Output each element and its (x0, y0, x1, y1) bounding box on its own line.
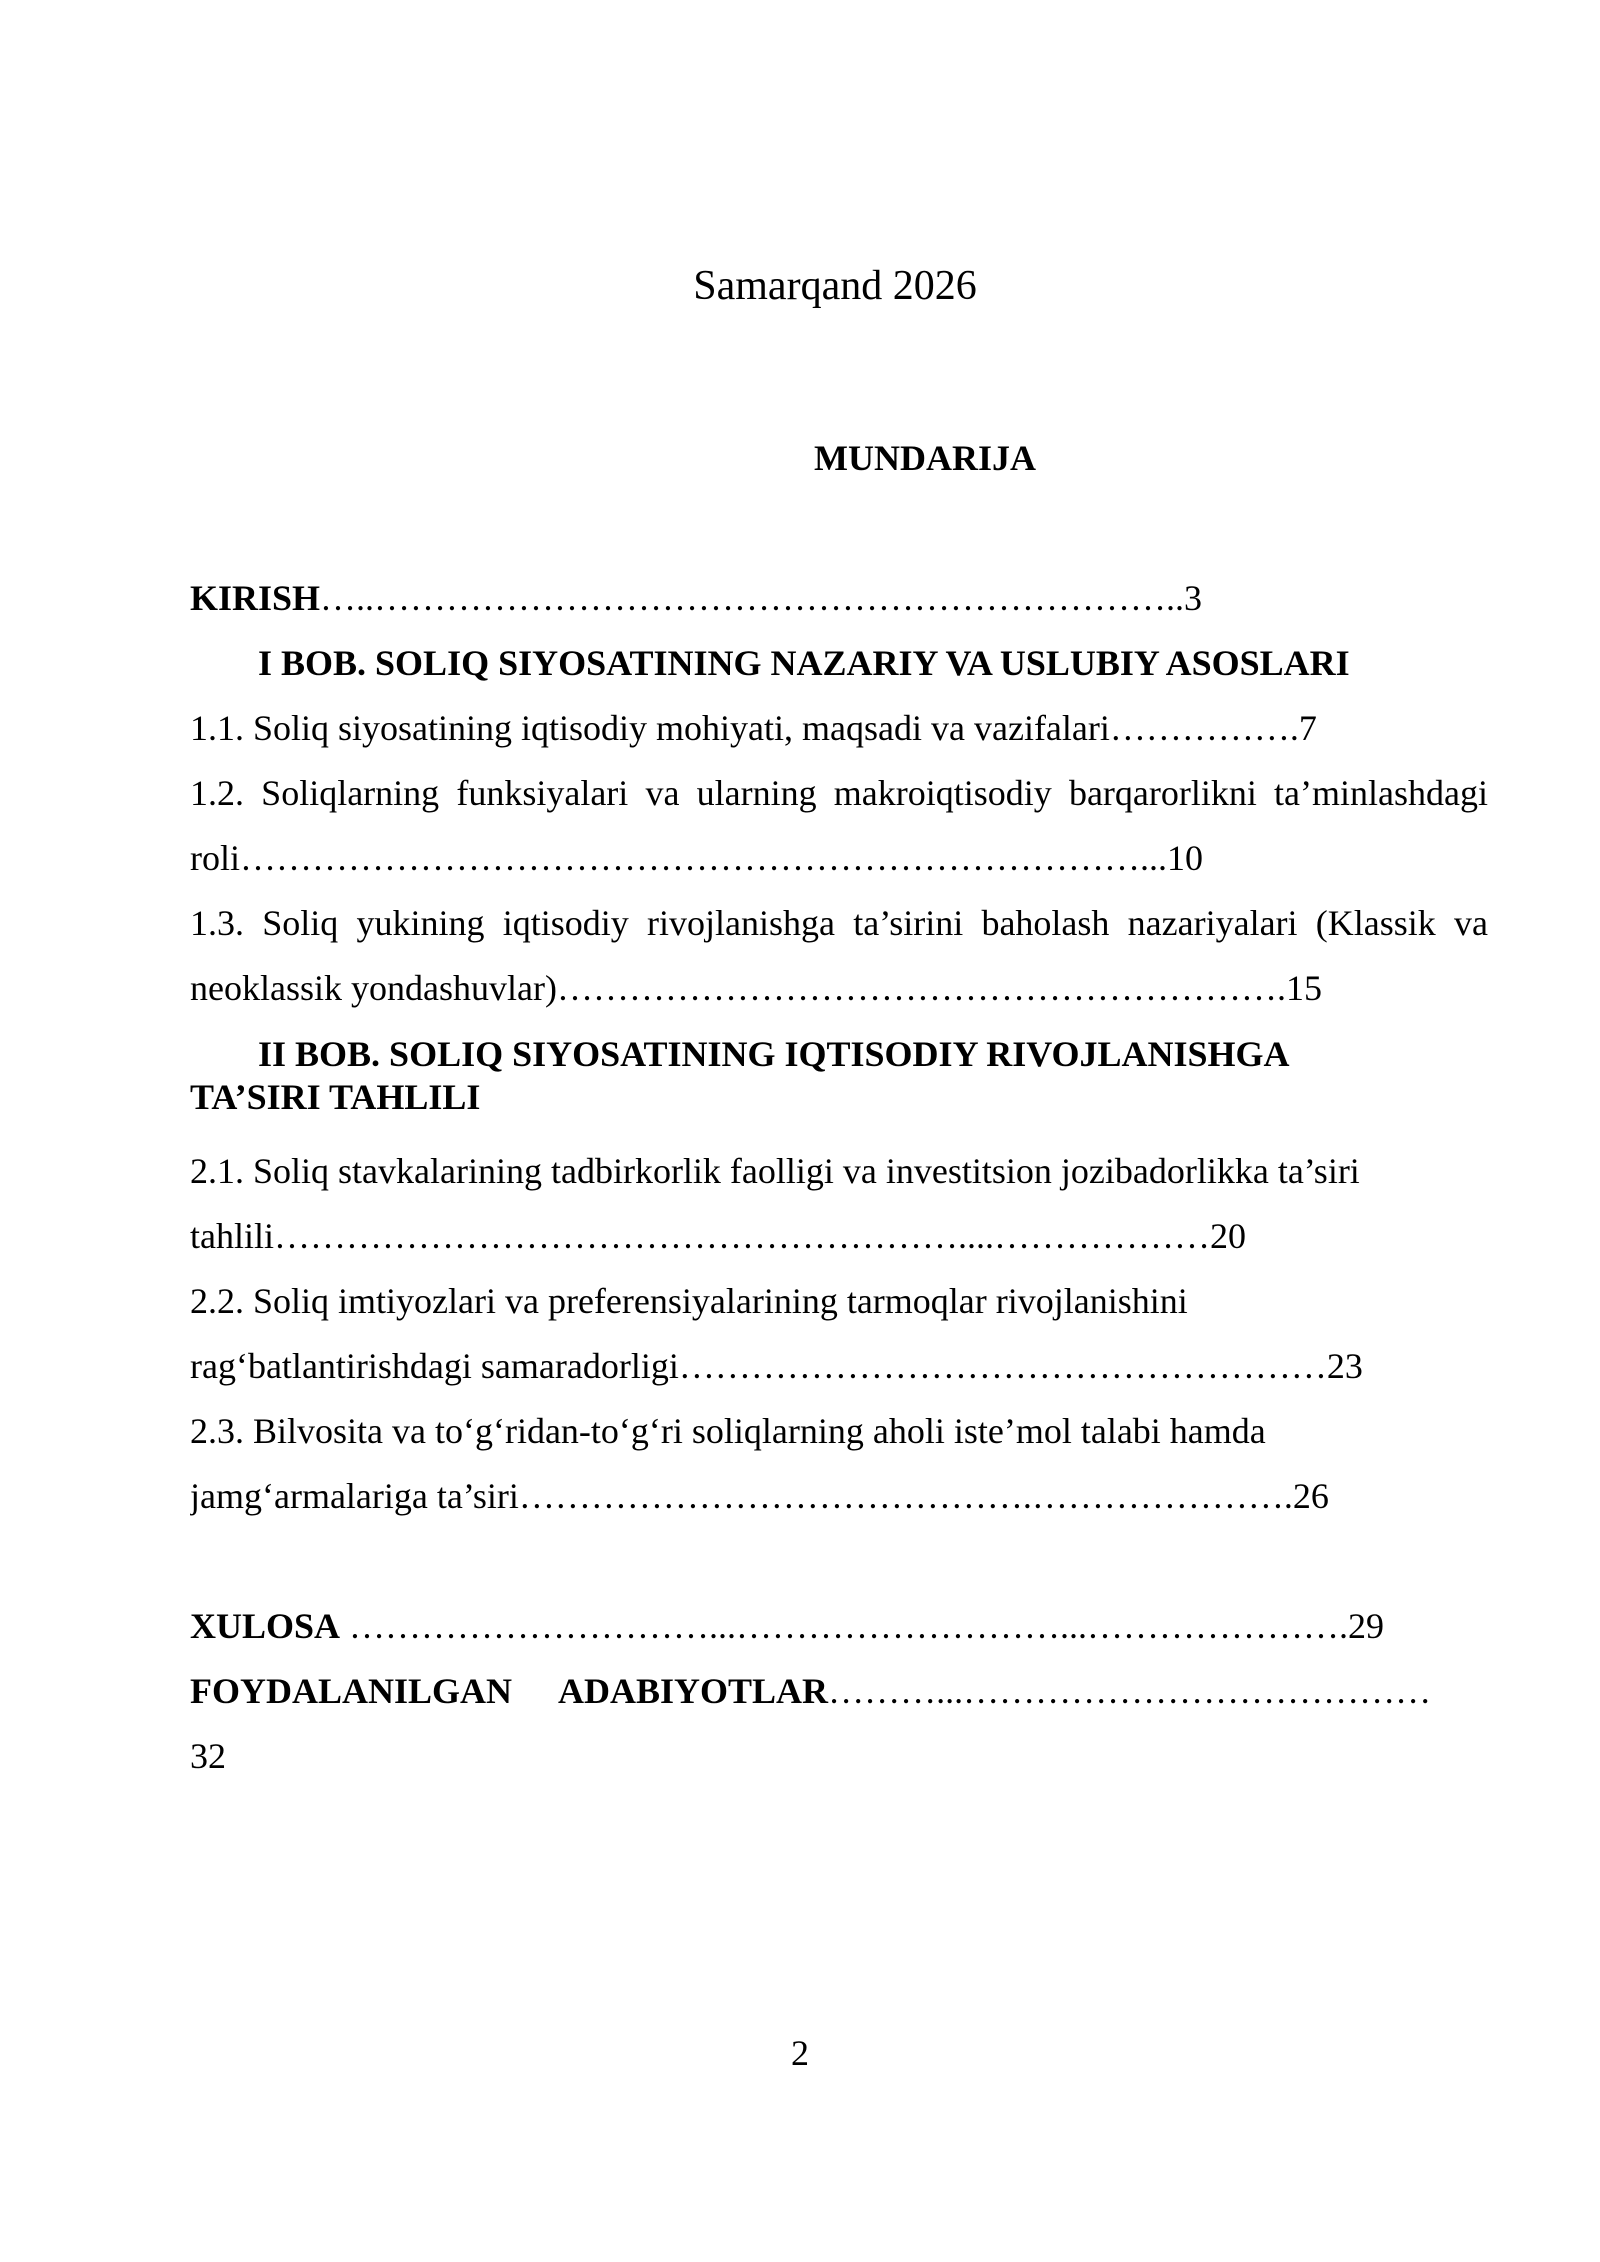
toc-entry-1-2-line1[interactable]: 1.2. Soliqlarning funksiyalari va ularning makroiqtisodiy barqarorlikni ta’minlashdagi (190, 773, 1488, 813)
toc-leader-dots: ………...………………………………… (828, 1671, 1432, 1711)
toc-leader-dots: …………………………………….…………………. (518, 1476, 1293, 1516)
toc-entry-1-1[interactable] (190, 696, 1488, 761)
toc-page-number: 3 (1184, 578, 1203, 618)
toc-page-number: 10 (1167, 838, 1203, 878)
toc-page-number: 7 (1298, 708, 1317, 748)
toc-entry-2-3-line1[interactable]: 2.3. Bilvosita va to‘g‘ridan-to‘g‘ri soliqlarning aholi iste’mol talabi hamda (190, 1411, 1266, 1451)
toc-leader-dots: ……………. (1109, 708, 1299, 748)
toc-chapter-2-heading[interactable] (190, 1021, 1488, 1139)
table-of-contents (190, 566, 1488, 1789)
toc-leader-dots: …………………………………………………………………... (240, 838, 1167, 878)
toc-entry-2-3-line2[interactable] (190, 1464, 1488, 1529)
toc-entry-intro[interactable] (190, 566, 1488, 631)
toc-spacer (190, 1529, 1488, 1594)
toc-page-number: 20 (1210, 1216, 1246, 1256)
toc-leader-dots: ……………………………………………………. (556, 968, 1286, 1008)
toc-chapter-2-line1: II BOB. SOLIQ SIYOSATINING IQTISODIY RIVOJLANISHGA (258, 1034, 1290, 1074)
toc-entry-text: jamg‘armalariga ta’siri (190, 1476, 519, 1516)
toc-entry-text: neoklassik yondashuvlar) (190, 968, 557, 1008)
toc-page-number: 29 (1348, 1606, 1385, 1646)
toc-entry-label: XULOSA (190, 1606, 341, 1646)
toc-entry-2-1-line1[interactable]: 2.1. Soliq stavkalarining tadbirkorlik faolligi va investitsion jozibadorlikka ta’siri (190, 1151, 1360, 1191)
toc-leader-dots: …………………………...………………………...…………………. (340, 1606, 1349, 1646)
toc-entry-1-3-line2[interactable] (190, 956, 1488, 1021)
toc-entry-2-1-line2[interactable] (190, 1204, 1488, 1269)
toc-entry-text: roli (190, 838, 240, 878)
toc-page-number: 15 (1285, 968, 1322, 1008)
toc-page-number: 26 (1292, 1476, 1329, 1516)
toc-leader-dots: …..………………………………………………………….. (320, 578, 1185, 618)
toc-entry-label: KIRISH (190, 578, 321, 618)
toc-entry-text: 1.1. Soliq siyosatining iqtisodiy mohiyati, maqsadi va vazifalari (190, 708, 1110, 748)
toc-entry-1-2-line2[interactable] (190, 826, 1488, 891)
toc-title: MUNDARIJA (814, 438, 1036, 478)
toc-entry-label-part2: ADABIYOTLAR (558, 1671, 829, 1711)
toc-entry-2-2-line2[interactable] (190, 1334, 1488, 1399)
toc-entry-conclusion[interactable] (190, 1594, 1488, 1659)
toc-entry-references[interactable] (190, 1659, 1488, 1724)
toc-entry-text: rag‘batlantirishdagi samaradorligi (190, 1346, 679, 1386)
toc-leader-dots: ……………………………………………… (678, 1346, 1327, 1386)
toc-entry-text: tahlili (190, 1216, 274, 1256)
toc-chapter-2-line2: TA’SIRI TAHLILI (190, 1077, 481, 1117)
toc-entry-label-part1: FOYDALANILGAN (190, 1671, 513, 1711)
toc-entry-1-3-line1[interactable]: 1.3. Soliq yukining iqtisodiy rivojlanishga ta’sirini baholash nazariyalari (Klassik va (190, 903, 1488, 943)
city-year: Samarqand 2026 (693, 263, 977, 309)
toc-chapter-1-heading[interactable]: I BOB. SOLIQ SIYOSATINING NAZARIY VA USLUBIY ASOSLARI (258, 643, 1350, 683)
page-number: 2 (791, 2033, 809, 2073)
toc-entry-2-2-line1[interactable]: 2.2. Soliq imtiyozlari va preferensiyalarining tarmoqlar rivojlanishini (190, 1281, 1188, 1321)
toc-entry-references-page[interactable]: 32 (190, 1736, 226, 1776)
toc-page-number: 23 (1326, 1346, 1363, 1386)
toc-leader-dots: …………………………………………………....……………… (274, 1216, 1210, 1256)
